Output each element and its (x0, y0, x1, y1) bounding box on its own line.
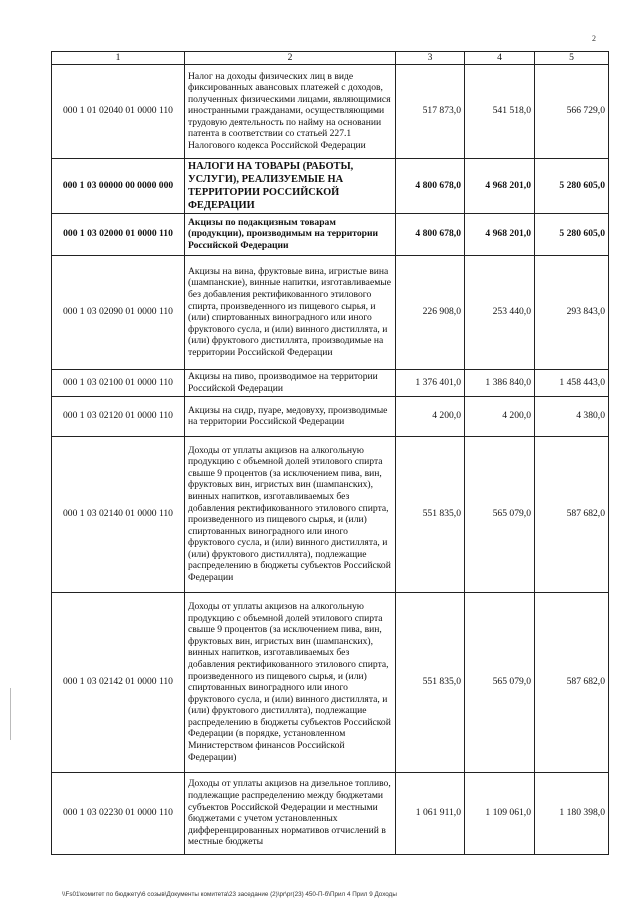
row-code: 000 1 03 02000 01 0000 110 (52, 213, 185, 255)
row-name: Доходы от уплаты акцизов на алкогольную продукцию с объемной долей этилового спирта свыше 9 процентов (за исключением пива, вин, фруктовых вин, игристых вин (шампанских), винных напитков, изготавливаемых без добавления ректификованного этилового спирта, произведенного из пищевого сырья, и (или) спиртованных виноградного или иного фруктового сусла, и (или) винного дистиллята, и (или) фруктового дистиллята), подлежащие распределению в бюджеты субъектов Российской Федерации (в порядке, установленном Министерством финансов Российской Федерации) (185, 592, 396, 772)
row-value-year-1: 1 376 401,0 (396, 369, 465, 396)
row-value-year-1: 4 800 678,0 (396, 158, 465, 213)
table-row (52, 369, 609, 396)
row-code: 000 1 03 02120 01 0000 110 (52, 396, 185, 436)
row-value-year-2: 565 079,0 (465, 592, 535, 772)
header-col-1: 1 (52, 52, 185, 65)
header-col-3: 3 (396, 52, 465, 65)
row-value-year-1: 551 835,0 (396, 436, 465, 592)
row-value-year-3: 4 380,0 (535, 396, 609, 436)
row-value-year-3: 566 729,0 (535, 64, 609, 158)
row-value-year-3: 5 280 605,0 (535, 213, 609, 255)
row-name: Акцизы на сидр, пуаре, медовуху, производимые на территории Российской Федерации (185, 396, 396, 436)
row-value-year-3: 587 682,0 (535, 436, 609, 592)
row-value-year-2: 4 968 201,0 (465, 158, 535, 213)
row-code: 000 1 03 02140 01 0000 110 (52, 436, 185, 592)
table-row (52, 772, 609, 854)
table-row (52, 436, 609, 592)
table-row (52, 64, 609, 158)
row-value-year-1: 4 800 678,0 (396, 213, 465, 255)
row-code: 000 1 03 02142 01 0000 110 (52, 592, 185, 772)
row-value-year-3: 293 843,0 (535, 255, 609, 369)
table-row (52, 396, 609, 436)
header-col-2: 2 (185, 52, 396, 65)
row-code: 000 1 03 02100 01 0000 110 (52, 369, 185, 396)
table-row (52, 592, 609, 772)
row-value-year-2: 4 968 201,0 (465, 213, 535, 255)
row-code: 000 1 03 02230 01 0000 110 (52, 772, 185, 854)
row-name: Акцизы по подакцизным товарам (продукции), производимым на территории Российской Федерации (185, 213, 396, 255)
row-name: Налог на доходы физических лиц в виде фиксированных авансовых платежей с доходов, полученных физическими лицами, являющимися иностранными гражданами, осуществляющими трудовую деятельность по найму на основании патента в соответствии со статьей 227.1 Налогового кодекса Российской Федерации (185, 64, 396, 158)
table-header-row (52, 52, 609, 65)
row-name: Акцизы на пиво, производимое на территории Российской Федерации (185, 369, 396, 396)
row-value-year-1: 226 908,0 (396, 255, 465, 369)
row-value-year-3: 5 280 605,0 (535, 158, 609, 213)
row-value-year-1: 1 061 911,0 (396, 772, 465, 854)
scan-margin-mark (10, 688, 11, 740)
row-value-year-2: 1 109 061,0 (465, 772, 535, 854)
page-number: 2 (592, 34, 596, 43)
row-value-year-2: 4 200,0 (465, 396, 535, 436)
row-code: 000 1 01 02040 01 0000 110 (52, 64, 185, 158)
row-value-year-3: 587 682,0 (535, 592, 609, 772)
table-row (52, 213, 609, 255)
footer-file-path: \\Fs01\комитет по бюджету\6 созыв\Документы комитета\23 заседание (2)\pr\pr(23) 450-П-б\Прил 4 Прил 9 Доходы (62, 891, 397, 898)
header-col-5: 5 (535, 52, 609, 65)
row-name: Акцизы на вина, фруктовые вина, игристые вина (шампанские), винные напитки, изготавливаемые без добавления ректификованного этилового спирта, произведенного из пищевого сырья, и (или) спиртованных виноградного или иного фруктового сусла, и (или) винного дистиллята, и (или) фруктового дистиллята, производимые на территории Российской Федерации (185, 255, 396, 369)
row-value-year-1: 551 835,0 (396, 592, 465, 772)
row-value-year-3: 1 458 443,0 (535, 369, 609, 396)
row-value-year-3: 1 180 398,0 (535, 772, 609, 854)
row-name: НАЛОГИ НА ТОВАРЫ (РАБОТЫ, УСЛУГИ), РЕАЛИЗУЕМЫЕ НА ТЕРРИТОРИИ РОССИЙСКОЙ ФЕДЕРАЦИИ (185, 158, 396, 213)
revenue-table (51, 51, 609, 855)
table-row (52, 158, 609, 213)
row-code: 000 1 03 02090 01 0000 110 (52, 255, 185, 369)
row-value-year-2: 565 079,0 (465, 436, 535, 592)
row-value-year-1: 4 200,0 (396, 396, 465, 436)
row-value-year-2: 1 386 840,0 (465, 369, 535, 396)
row-name: Доходы от уплаты акцизов на дизельное топливо, подлежащие распределению между бюджетами субъектов Российской Федерации и местными бюджетами с учетом установленных дифференцированных нормативов отчислений в местные бюджеты (185, 772, 396, 854)
row-value-year-2: 253 440,0 (465, 255, 535, 369)
header-col-4: 4 (465, 52, 535, 65)
row-name: Доходы от уплаты акцизов на алкогольную продукцию с объемной долей этилового спирта свыше 9 процентов (за исключением пива, вин, фруктовых вин, игристых вин (шампанских), винных напитков, изготавливаемых без добавления ректификованного этилового спирта, произведенного из пищевого сырья, и (или) спиртованных виноградного или иного фруктового сусла, и (или) винного дистиллята, и (или) фруктового дистиллята), подлежащие распределению в бюджеты субъектов Российской Федерации (185, 436, 396, 592)
row-value-year-1: 517 873,0 (396, 64, 465, 158)
row-value-year-2: 541 518,0 (465, 64, 535, 158)
table-row (52, 255, 609, 369)
row-code: 000 1 03 00000 00 0000 000 (52, 158, 185, 213)
